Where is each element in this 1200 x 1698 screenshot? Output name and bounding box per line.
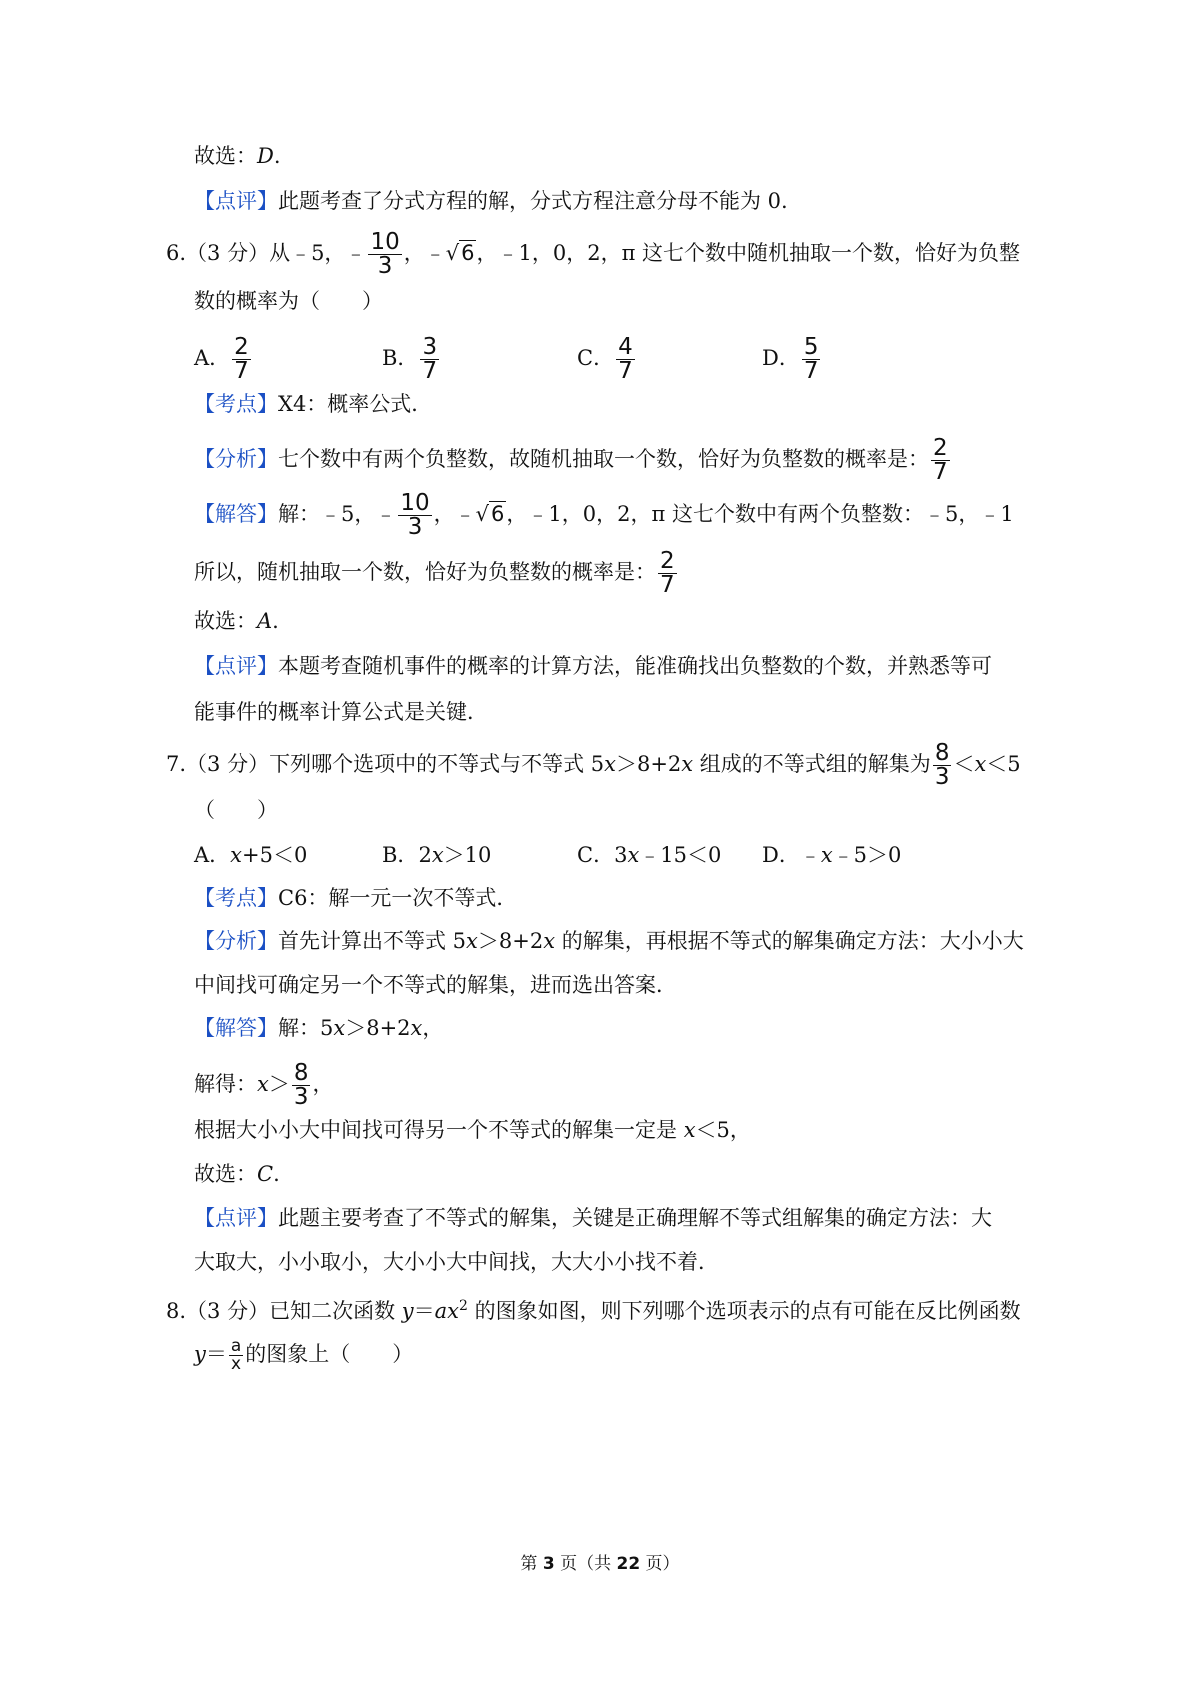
question-8-cont: y＝ $\frac{a}{x}$ 的图象上（ ） xyxy=(194,1336,414,1374)
solution-step: 解得：x＞ $\frac{8}{3}$ ， xyxy=(194,1060,334,1110)
question-8: 8.（3 分）已知二次函数 $y=ax^2$ 的图象如图，则下列哪个选项表示的点有可能在反比例函数 xyxy=(166,1298,1021,1323)
comment-line: 【点评】本题考查随机事件的概率的计算方法，能准确找出负整数的个数，并熟悉等可 xyxy=(194,654,992,678)
solution-conclusion: 所以，随机抽取一个数，恰好为负整数的概率是： $\frac{2}{7}$ xyxy=(194,548,675,598)
option-a: A．x+5＜0 xyxy=(194,843,308,867)
question-7-options xyxy=(194,840,954,870)
page-number: 3 xyxy=(542,1554,555,1574)
question-6: 6.（3 分）从﹣5，﹣ $\frac{10}{3}$ ，﹣√6，﹣1，0，2，π 这七个数中随机抽取一个数，恰好为负整 xyxy=(166,229,1021,279)
option-d: D． $\frac{5}{7}$ xyxy=(762,334,819,384)
comment-line: 【点评】此题主要考查了不等式的解集，关键是正确理解不等式组解集的确定方法：大 xyxy=(194,1206,992,1230)
comment-line-cont: 大取大，小小取小，大小小大中间找，大大小小找不着． xyxy=(194,1250,719,1274)
key-point-line: 【考点】X4：概率公式． xyxy=(194,392,433,416)
sqrt-expression: √6 xyxy=(445,241,475,265)
option-b: B． $\frac{3}{7}$ xyxy=(382,334,438,384)
question-7: 7.（3 分）下列哪个选项中的不等式与不等式 5x＞8+2x 组成的不等式组的解集为 $\frac{8}{3}$ ＜x＜5 xyxy=(166,740,1021,790)
solution-line: 【解答】解：﹣5，﹣ $\frac{10}{3}$ ，﹣√6，﹣1，0，2，π 这七个数中有两个负整数：﹣5，﹣1 xyxy=(194,490,1014,540)
analysis-line: 【分析】七个数中有两个负整数，故随机抽取一个数，恰好为负整数的概率是： $\frac{2}{7}$ xyxy=(194,435,948,485)
question-7-paren: （ ） xyxy=(194,798,278,822)
question-6-cont: 数的概率为（ ） xyxy=(194,289,383,313)
option-d: D．﹣x﹣5＞0 xyxy=(762,843,902,867)
comment-tag: 【点评】 xyxy=(194,189,278,213)
option-a: A． $\frac{2}{7}$ xyxy=(194,334,249,384)
question-6-options xyxy=(194,336,954,382)
fraction: $\frac{10}{3}$ xyxy=(370,229,400,279)
solution-step: 根据大小小大中间找可得另一个不等式的解集一定是 x＜5， xyxy=(194,1118,751,1142)
page-total: 22 xyxy=(616,1554,641,1574)
key-point-line: 【考点】C6：解一元一次不等式． xyxy=(194,886,518,910)
page-footer: 第 3 页（共 22 页） xyxy=(520,1554,680,1574)
comment-line-cont: 能事件的概率计算公式是关键． xyxy=(194,700,488,724)
answer-line: 故选：A. xyxy=(194,609,279,633)
analysis-line: 【分析】首先计算出不等式 5x＞8+2x 的解集，再根据不等式的解集确定方法：大小小大 xyxy=(194,929,1024,953)
option-b: B．2x＞10 xyxy=(382,843,492,867)
option-c: C．3x﹣15＜0 xyxy=(577,843,722,867)
solution-line: 【解答】解：5x＞8+2x， xyxy=(194,1016,444,1040)
analysis-line-cont: 中间找可确定另一个不等式的解集，进而选出答案． xyxy=(194,973,677,997)
answer-line: 故选：C. xyxy=(194,1162,280,1186)
answer-line: 故选：D. xyxy=(194,144,281,168)
option-c: C． $\frac{4}{7}$ xyxy=(577,334,633,384)
comment-line: 【点评】此题考查了分式方程的解，分式方程注意分母不能为 0. xyxy=(194,189,788,213)
